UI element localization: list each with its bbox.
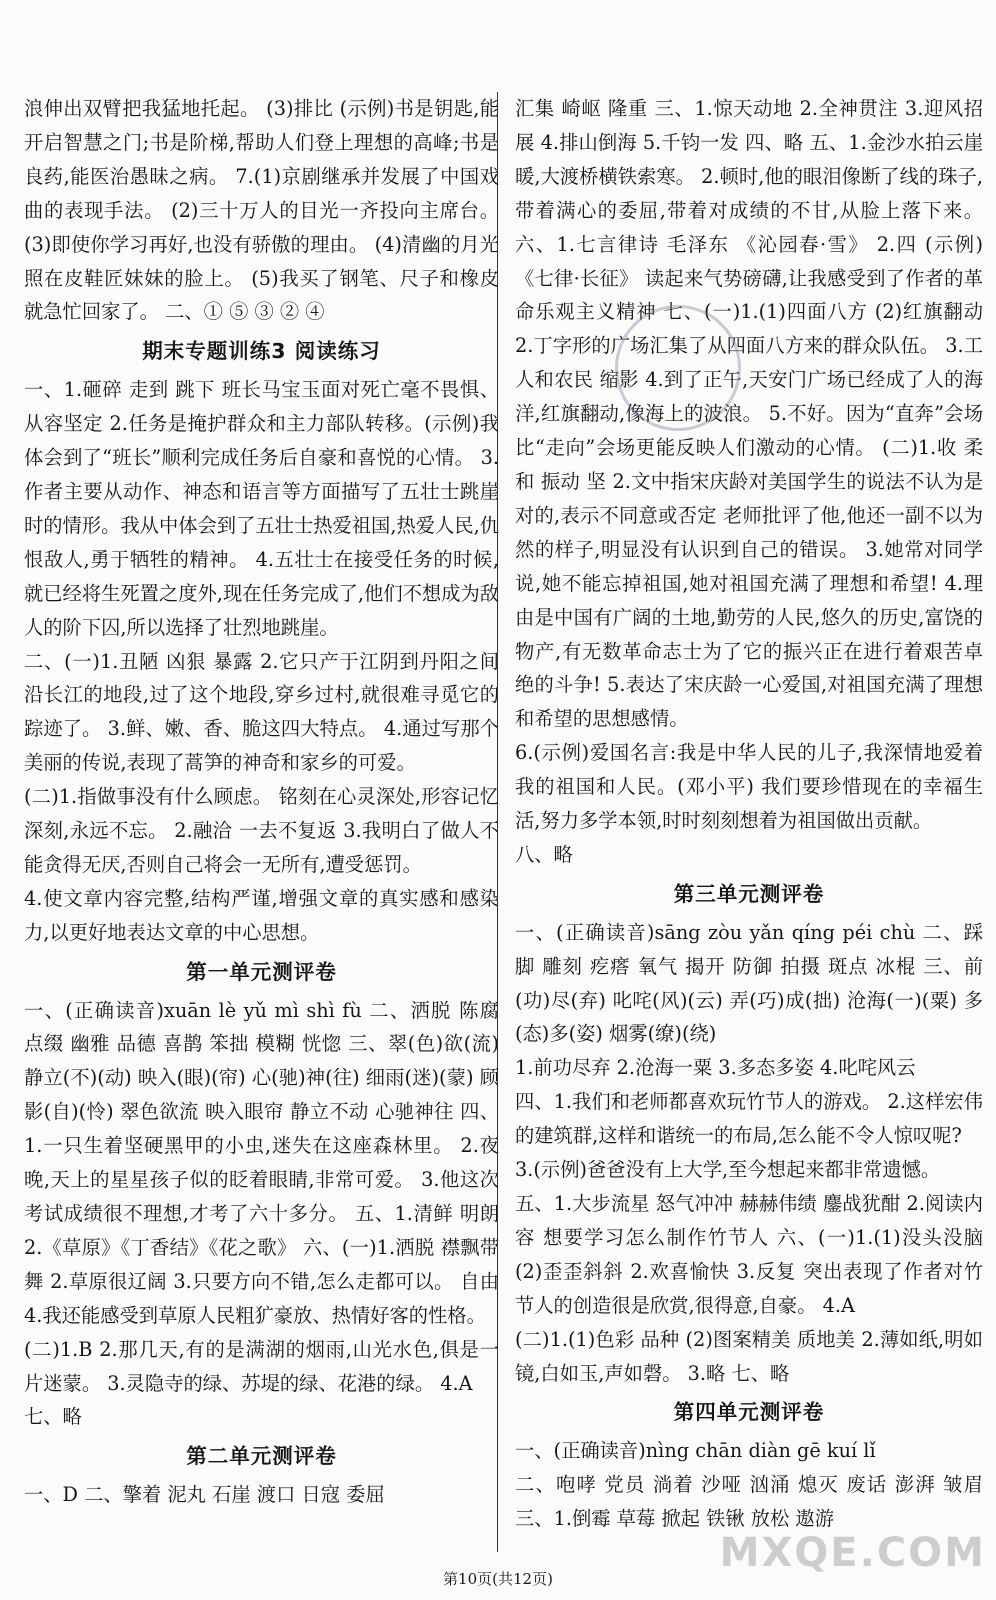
answer-paragraph: 6.(示例)爱国名言:我是中华人民的儿子,我深情地爱着我的祖国和人民。(邓小平) 我们要珍惜现在的幸福生活,努力多学本领,时时刻刻想着为祖国做出贡献。 — [515, 741, 983, 833]
answer-paragraph: 二、咆哮 党员 淌着 沙哑 汹涌 熄灭 废话 澎湃 皱眉 三、1.倒霉 草莓 掀起 铁锹 放松 遨游 — [515, 1473, 983, 1531]
answer-paragraph: 一、(正确读音)xuān lè yǔ mì shì fù 二、洒脱 陈腐 点缀 幽雅 品德 喜鹊 笨拙 模糊 恍惚 三、翠(色)欲(流) 静立(不)(动) 映入(眼)(帘) 心(驰)神(往) 细雨(迷)(蒙) 顾影(自)(怜) 翠色欲流 映入眼帘 静立不动 心驰神往 四、1.一只生着坚硬黑甲的小虫,迷失在这座森林里。 2.夜晚,天上的星星孩子似的眨着眼睛,非常可爱。 3.他这次考试成绩很不理想,才考了六十多分。 五、1.清鲜 明朗 2.《草原》《丁香结》《花之歌》 六、(一)1.洒脱 襟飘带舞 2.草原很辽阔 3.只要方向不错,怎么走都可以。 自由 4.我还能感受到草原人民粗犷豪放、热情好客的性格。 — [24, 998, 499, 1327]
answer-paragraph: 浪伸出双臂把我猛地托起。 (3)排比 (示例)书是钥匙,能开启智慧之门;书是阶梯,帮助人们登上理想的高峰;书是良药,能医治愚昧之病。 7.(1)京剧继承并发展了中国戏曲的表现手法。 (2)三十万人的目光一齐投向主席台。 (3)即使你学习再好,也没有骄傲的理由。 (4)清幽的月光照在皮鞋匠妹妹的脸上。 (5)我买了钢笔、尺子和橡皮就急忙回家了。 二、① ⑤ ③ ② ④ — [24, 97, 499, 324]
section-heading: 期末专题训练3 阅读练习 — [142, 339, 381, 364]
answer-paragraph: 七、略 — [24, 1405, 82, 1429]
answer-paragraph: 3.(示例)爸爸没有上大学,至今想起来都非常遗憾。 — [515, 1158, 941, 1182]
answer-paragraph: 4.使文章内容完整,结构严谨,增强文章的真实感和感染力,以更好地表达文章的中心思想。 — [24, 886, 499, 944]
page-number: 第10页(共12页) — [443, 1570, 553, 1588]
section-heading: 第四单元测评卷 — [673, 1400, 825, 1425]
right-column — [515, 92, 983, 1536]
answer-paragraph: 一、1.砸碎 走到 跳下 班长马宝玉面对死亡毫不畏惧、从容坚定 2.任务是掩护群众和主力部队转移。(示例)我体会到了“班长”顺利完成任务后自豪和喜悦的心情。 3.作者主要从动作、神态和语言等方面描写了五壮士跳崖时的情形。我从中体会到了五壮士热爱祖国,热爱人民,仇恨敌人,勇于牺牲的精神。 4.五壮士在接受任务的时候,就已经将生死置之度外,现在任务完成了,他们不想成为敌人的阶下囚,所以选择了壮烈地跳崖。 — [24, 378, 500, 639]
answer-paragraph: 一、(正确读音)nìng chān diàn gē kuí lǐ — [515, 1439, 876, 1463]
answer-paragraph: 五、1.大步流星 怒气冲冲 赫赫伟绩 鏖战犹酣 2.阅读内容 想要学习怎么制作竹节人 六、(一)1.(1)没头没脑 (2)歪歪斜斜 2.欢喜愉快 3.反复 突出表现了作者对竹节人的创造很是欣赏,很得意,自豪。 4.A — [515, 1192, 983, 1317]
watermark-logo: MXQE.COM — [719, 1530, 986, 1576]
column-divider — [497, 92, 498, 1552]
answer-paragraph: (二)1.B 2.那几天,有的是满湖的烟雨,山光水色,俱是一片迷蒙。 3.灵隐寺的绿、苏堤的绿、花港的绿。 4.A — [24, 1337, 499, 1395]
left-column — [24, 92, 499, 1512]
answer-paragraph: 四、1.我们和老师都喜欢玩竹节人的游戏。 2.这样宏伟的建筑群,这样和谐统一的布局,怎么能不令人惊叹呢? — [515, 1090, 983, 1148]
answer-paragraph: 八、略 — [515, 842, 573, 866]
answer-paragraph: 二、(一)1.丑陋 凶狠 暴露 2.它只产于江阴到丹阳之间沿长江的地段,过了这个地段,穿乡过村,就很难寻觅它的踪迹了。 3.鲜、嫩、香、脆这四大特点。 4.通过写那个美丽的传说,表现了蒿笋的神奇和家乡的可爱。 — [24, 649, 499, 775]
answer-paragraph: 一、D 二、擎着 泥丸 石崖 渡口 日寇 委屈 — [24, 1483, 385, 1507]
stamp-seal — [615, 305, 741, 431]
section-heading: 第一单元测评卷 — [186, 959, 337, 984]
answer-paragraph: 汇集 崎岖 隆重 三、1.惊天动地 2.全神贯注 3.迎风招展 4.排山倒海 5.千钧一发 四、略 五、1.金沙水拍云崖暖,大渡桥横铁索寒。 2.顿时,他的眼泪像断了线的珠子,带着满心的委屈,带着对成绩的不甘,从脸上落下来。 六、1.七言律诗 毛泽东 《沁园春·雪》 2.四 (示例)《七律·长征》 读起来气势磅礴,让我感受到了作者的革命乐观主义精神 七、(一)1.(1)四面八方 (2)红旗翻动 2.丁字形的广场汇集了从四面八方来的群众队伍。 3.工人和农民 缩影 4.到了正午,天安门广场已经成了人的海洋,红旗翻动,像海上的波浪。 5.不好。因为“直奔”会场比“走向”会场更能反映人们激动的心情。 (二)1.收 柔和 振动 坚 2.文中指宋庆龄对美国学生的说法不认为是对的,表示不同意或否定 老师批评了他,他还一副不以为然的样子,明显没有认识到自己的错误。 3.她常对同学说,她不能忘掉祖国,她对祖国充满了理想和希望! 4.理由是中国有广阔的土地,勤劳的人民,悠久的历史,富饶的物产,有无数革命志士为了它的振兴正在进行着艰苦卓绝的斗争! 5.表达了宋庆龄一心爱国,对祖国充满了理想和希望的思想感情。 — [515, 97, 983, 731]
answer-paragraph: (二)1.(1)色彩 品种 (2)图案精美 质地美 2.薄如纸,明如镜,白如玉,声如磬。 3.略 七、略 — [515, 1327, 983, 1385]
section-heading: 第二单元测评卷 — [186, 1444, 337, 1469]
section-heading: 第三单元测评卷 — [673, 881, 825, 906]
answer-paragraph: 1.前功尽弃 2.沧海一粟 3.多态多姿 4.叱咤风云 — [515, 1056, 916, 1080]
answer-paragraph: (二)1.指做事没有什么顾虑。 铭刻在心灵深处,形容记忆深刻,永远不忘。 2.融洽 一去不复返 3.我明白了做人不能贪得无厌,否则自己将会一无所有,遭受惩罚。 — [24, 785, 499, 876]
answer-paragraph: 一、(正确读音)sāng zòu yǎn qíng péi chù 二、踩脚 雕刻 疙瘩 氧气 揭开 防御 拍摄 斑点 冰棍 三、前(功)尽(弃) 叱咤(风)(云) 弄(巧)成(拙) 沧海(一)(粟) 多(态)多(姿) 烟雾(缭)(绕) — [515, 920, 983, 1046]
